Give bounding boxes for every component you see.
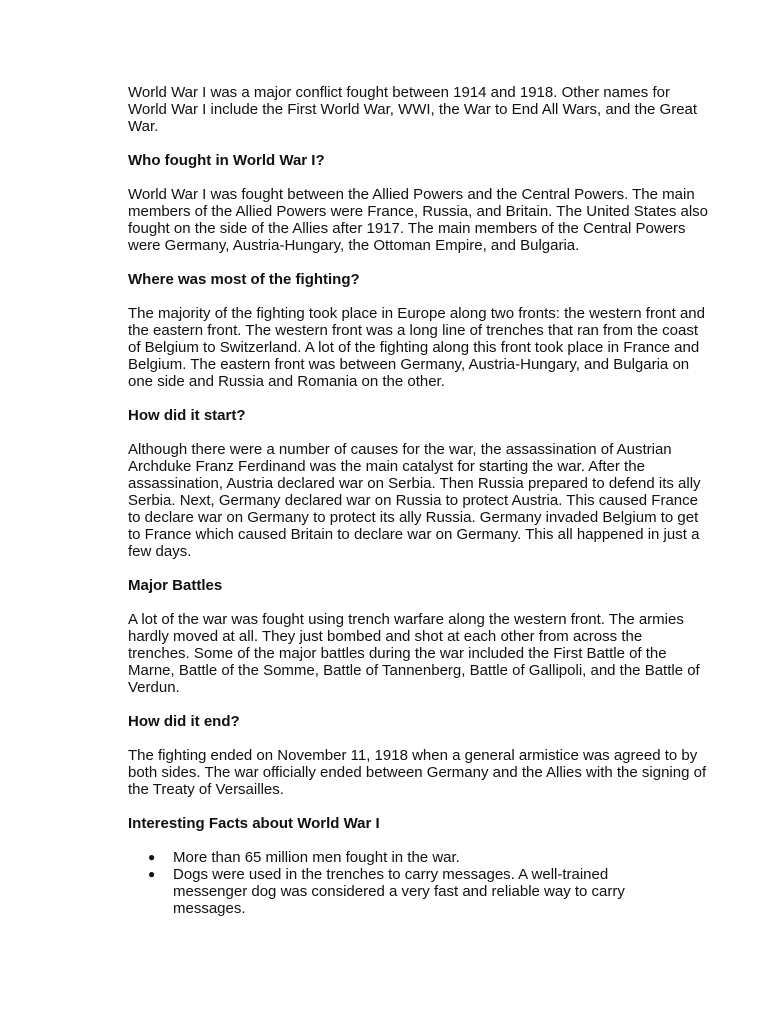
section-body-who-fought: World War I was fought between the Allied Powers and the Central Powers. The main members of the Allied Powers were France, Russia, and Britain. The United States also fought on the side of the Allies after 1917. The main members of the Central Powers were Germany, Austria-Hungary, the Ottoman Empire, and Bulgaria. [128,186,708,254]
facts-list [128,849,708,917]
section-body-how-start: Although there were a number of causes for the war, the assassination of Austrian Archduke Franz Ferdinand was the main catalyst for starting the war. After the assassination, Austria declared war on Serbia. Then Russia prepared to defend its ally Serbia. Next, Germany declared war on Russia to protect Austria. This caused France to declare war on Germany to protect its ally Russia. Germany invaded Belgium to get to France which caused Britain to declare war on Germany. This all happened in just a few days. [128,441,701,560]
section-body-where-fighting: The majority of the fighting took place in Europe along two fronts: the western front and the eastern front. The western front was a long line of trenches that ran from the coast of Belgium to Switzerland. A lot of the fighting along this front took place in France and Belgium. The eastern front was between Germany, Austria-Hungary, and Bulgaria on one side and Russia and Romania on the other. [128,305,705,390]
section-body-major-battles: A lot of the war was fought using trench warfare along the western front. The armies hardly moved at all. They just bombed and shot at each other from across the trenches. Some of the major battles during the war included the First Battle of the Marne, Battle of the Somme, Battle of Tannenberg, Battle of Gallipoli, and the Battle of Verdun. [128,611,700,696]
list-item [128,849,673,866]
document-page [128,84,708,917]
section-heading-major-battles: Major Battles [128,577,223,594]
intro-paragraph: World War I was a major conflict fought between 1914 and 1918. Other names for World War I include the First World War, WWI, the War to End All Wars, and the Great War. [128,84,698,135]
bullet-icon: ● [148,867,156,881]
facts-heading: Interesting Facts about World War I [128,815,380,832]
list-item [128,866,673,917]
section-body-how-end: The fighting ended on November 11, 1918 when a general armistice was agreed to by both sides. The war officially ended between Germany and the Allies with the signing of the Treaty of Versailles. [128,747,707,798]
fact-text: Dogs were used in the trenches to carry messages. A well-trained messenger dog was considered a very fast and reliable way to carry messages. [173,866,625,917]
section-heading-who-fought: Who fought in World War I? [128,152,325,169]
bullet-icon: ● [148,850,156,864]
section-heading-how-end: How did it end? [128,713,240,730]
section-heading-where-fighting: Where was most of the fighting? [128,271,360,288]
fact-text: More than 65 million men fought in the war. [173,849,460,866]
section-heading-how-start: How did it start? [128,407,246,424]
